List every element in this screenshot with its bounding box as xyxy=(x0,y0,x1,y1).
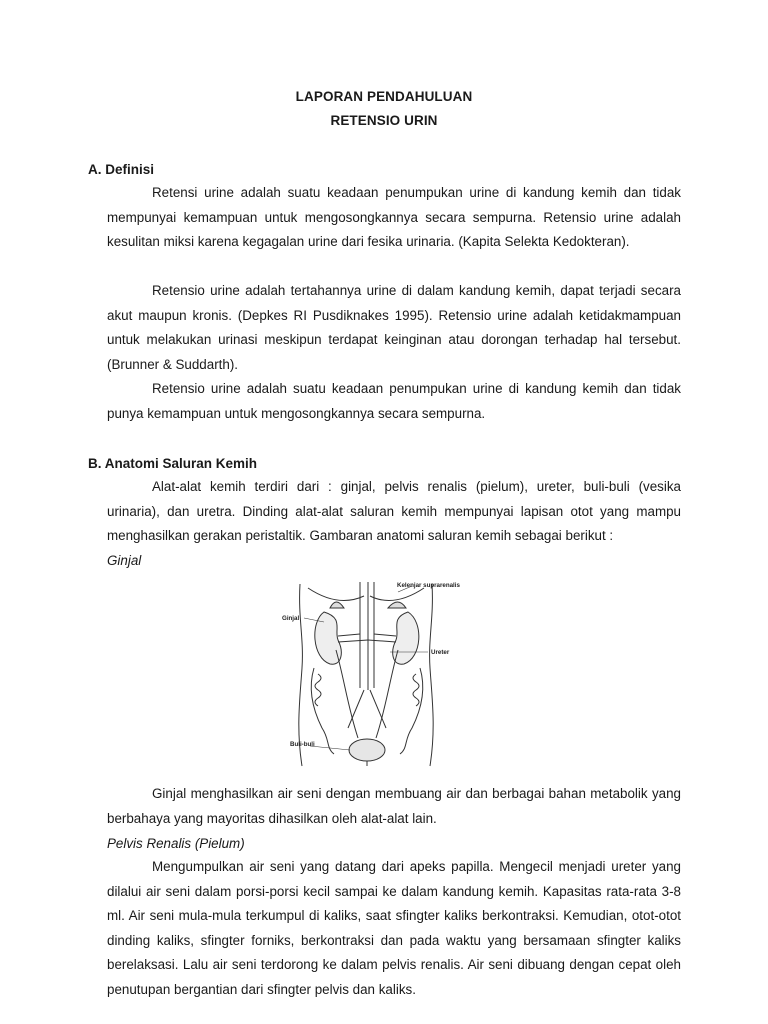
ginjal-paragraph: Ginjal menghasilkan air seni dengan membuang air dan berbagai bahan metabolik yang berbahaya yang mayoritas dihasilkan oleh alat-alat lain. xyxy=(107,786,681,826)
section-b-intro: Alat-alat kemih terdiri dari : ginjal, pelvis renalis (pielum), ureter, buli-buli (vesika urinaria), dan uretra. Dinding alat-alat saluran kemih mempunyai lapisan otot yang mampu menghasilkan gerakan peristaltik. Gambaran anatomi saluran kemih sebagai berikut : xyxy=(107,479,681,543)
section-a-heading: A. Definisi xyxy=(88,162,155,177)
pelvis-paragraph: Mengumpulkan air seni yang datang dari apeks papilla. Mengecil menjadi ureter yang dilalui air seni dalam porsi-porsi kecil sampai ke dalam kandung kemih. Kapasitas rata-rata 3-8 ml. Air seni mula-mula terkumpul di kaliks, saat sfingter kaliks berkontraksi. Kemudian, otot-otot dinding kaliks, sfingter forniks, berkontraksi dan pada waktu yang bersamaan sfingter kaliks berelaksasi. Lalu air seni terdorong ke dalam pelvis renalis. Air seni dibuang dengan cepat oleh penutupan bergantian dari sfingter pelvis dan kaliks. xyxy=(107,859,681,997)
document-title: LAPORAN PENDAHULUAN xyxy=(295,89,473,104)
subhead-pelvis-renalis: Pelvis Renalis (Pielum) xyxy=(107,836,245,851)
section-b-heading: B. Anatomi Saluran Kemih xyxy=(88,456,258,471)
label-buli-buli: Buli-buli xyxy=(290,741,315,748)
document-subtitle: RETENSIO URIN xyxy=(330,113,438,128)
urinary-anatomy-illustration xyxy=(278,578,464,768)
label-kelenjar-suprarenalis: Kelenjar suprarenalis xyxy=(397,582,460,589)
urinary-anatomy-figure xyxy=(278,578,464,768)
label-ginjal: Ginjal xyxy=(282,615,300,622)
section-a-paragraph-2: Retensio urine adalah tertahannya urine di dalam kandung kemih, dapat terjadi secara akut maupun kronis. (Depkes RI Pusdiknakes 1995). Retensio urine adalah ketidakmampuan untuk melakukan urinasi meskipun terdapat keinginan atau dorongan terhadap hal tersebut. (Brunner & Suddarth). xyxy=(107,283,681,372)
section-a-paragraph-1: Retensi urine adalah suatu keadaan penumpukan urine di kandung kemih dan tidak mempunyai kemampuan untuk mengosongkannya secara sempurna. Retensio urine adalah kesulitan miksi karena kegagalan urine dari fesika urinaria. (Kapita Selekta Kedokteran). xyxy=(107,185,681,249)
label-ureter: Ureter xyxy=(431,649,450,656)
subhead-ginjal: Ginjal xyxy=(107,553,142,568)
section-a-paragraph-3: Retensio urine adalah suatu keadaan penumpukan urine di kandung kemih dan tidak punya kemampuan untuk mengosongkannya secara sempurna. xyxy=(107,381,681,421)
